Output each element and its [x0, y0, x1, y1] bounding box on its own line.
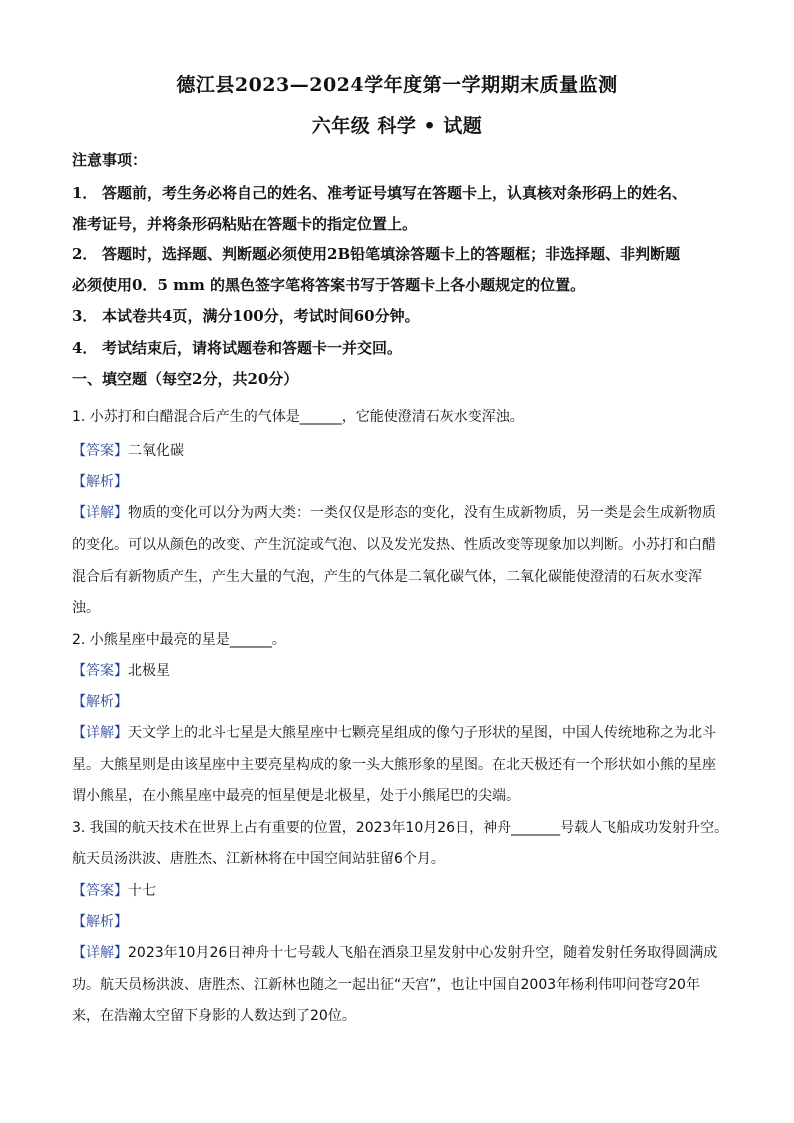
detail-line-2: 星。大熊星则是由该星座中主要亮星构成的象一头大熊形象的星图。在北天极还有一个形状如小熊的星座 — [72, 757, 716, 773]
answer-text: 二氧化碳 — [128, 443, 184, 459]
answer-row — [72, 441, 732, 461]
question-3-line-2: 航天员汤洪波、唐胜杰、江新林将在中国空间站驻留6个月。 — [72, 851, 445, 867]
detail-line-3: 混合后有新物质产生，产生大量的气泡，产生的气体是二氧化碳气体，二氧化碳能使澄清的石灰水变浑 — [72, 569, 702, 585]
exam-subtitle: 六年级 科学 • 试题 — [311, 115, 483, 137]
detail-tag: 【详解】 — [72, 725, 128, 741]
note-4 — [72, 338, 732, 358]
note-number: 3． — [72, 307, 98, 325]
question-2: 2. 小熊星座中最亮的星是______。 — [72, 632, 286, 648]
detail-line-2: 的变化。可以从颜色的改变、产生沉淀或气泡、以及发光发热、性质改变等现象加以判断。小苏打和白醋 — [72, 537, 716, 553]
exam-title: 德江县2023—2024学年度第一学期期末质量监测 — [176, 74, 618, 96]
detail-line-1 — [72, 943, 732, 963]
detail-text: 天文学上的北斗七星是大熊星座中七颗亮星组成的像勺子形状的星图，中国人传统地称之为北斗 — [128, 725, 716, 741]
question-1: 1. 小苏打和白醋混合后产生的气体是______，它能使澄清石灰水变浑浊。 — [72, 409, 524, 425]
note-text: 答题前，考生务必将自己的姓名、准考证号填写在答题卡上，认真核对条形码上的姓名、 — [102, 184, 688, 202]
note-1-line-2: 准考证号，并将条形码粘贴在答题卡的指定位置上。 — [72, 215, 418, 233]
detail-line-4: 浊。 — [72, 600, 100, 616]
answer-tag: 【答案】 — [72, 883, 128, 899]
section-heading: 一、填空题（每空2分，共20分） — [72, 370, 299, 388]
detail-line-3: 谓小熊星，在小熊星座中最亮的恒星便是北极星，处于小熊尾巴的尖端。 — [72, 788, 520, 804]
analysis-tag: 【解析】 — [72, 914, 128, 930]
note-3 — [72, 306, 732, 326]
note-2-line-2: 必须使用0．5 mm 的黑色签字笔将答案书写于答题卡上各小题规定的位置。 — [72, 276, 586, 294]
answer-tag: 【答案】 — [72, 443, 128, 459]
note-text: 本试卷共4页，满分100分，考试时间60分钟。 — [102, 307, 420, 325]
note-2-line-1 — [72, 244, 732, 264]
detail-text: 物质的变化可以分为两大类：一类仅仅是形态的变化，没有生成新物质，另一类是会生成新物质 — [128, 505, 716, 521]
note-text: 答题时，选择题、判断题必须使用2B铅笔填涂答题卡上的答题框；非选择题、非判断题 — [102, 245, 681, 263]
detail-line-1 — [72, 723, 732, 743]
answer-text: 北极星 — [128, 663, 170, 679]
question-3-line-1: 3. 我国的航天技术在世界上占有重要的位置，2023年10月26日，神舟_______号载人飞船成功发射升空。 — [72, 820, 729, 836]
analysis-tag: 【解析】 — [72, 474, 128, 490]
answer-row — [72, 881, 732, 901]
detail-tag: 【详解】 — [72, 505, 128, 521]
detail-text: 2023年10月26日神舟十七号载人飞船在酒泉卫星发射中心发射升空，随着发射任务取得圆满成 — [128, 945, 718, 961]
analysis-tag: 【解析】 — [72, 694, 128, 710]
detail-line-1 — [72, 503, 732, 523]
note-text: 考试结束后，请将试题卷和答题卡一并交回。 — [102, 339, 403, 357]
note-number: 2． — [72, 245, 98, 263]
note-1-line-1 — [72, 183, 732, 203]
answer-row — [72, 661, 732, 681]
detail-tag: 【详解】 — [72, 945, 128, 961]
answer-tag: 【答案】 — [72, 663, 128, 679]
note-number: 1． — [72, 184, 98, 202]
note-number: 4． — [72, 339, 98, 357]
answer-text: 十七 — [128, 883, 156, 899]
notes-heading: 注意事项： — [72, 151, 148, 169]
detail-line-3: 来，在浩瀚太空留下身影的人数达到了20位。 — [72, 1008, 356, 1024]
detail-line-2: 功。航天员杨洪波、唐胜杰、江新林也随之一起出征“天宫”，也让中国自2003年杨利伟叩问苍穹20年 — [72, 977, 700, 993]
